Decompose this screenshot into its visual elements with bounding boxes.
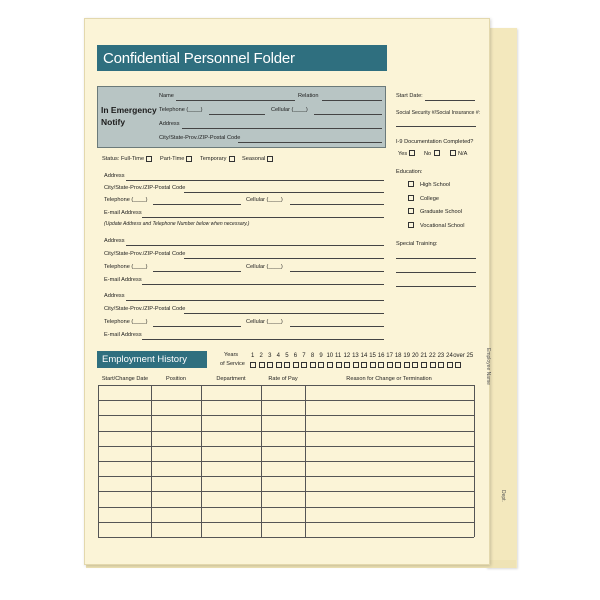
special-training-field[interactable] bbox=[396, 258, 476, 259]
table-cell[interactable] bbox=[261, 431, 305, 446]
i9-label: I-9 Documentation Completed? bbox=[396, 139, 474, 145]
table-cell[interactable] bbox=[98, 522, 151, 537]
cellular-field[interactable] bbox=[290, 271, 384, 272]
table-cell[interactable] bbox=[201, 431, 261, 446]
cellular-field[interactable] bbox=[290, 204, 384, 205]
city-label: City/State-Prov./ZIP-Postal Code bbox=[104, 251, 186, 257]
start-date-label: Start Date: bbox=[396, 93, 423, 99]
email-label: E-mail Address bbox=[104, 210, 142, 216]
year-checkbox[interactable] bbox=[310, 362, 316, 368]
education-graduate-school-checkbox[interactable] bbox=[408, 208, 414, 214]
years-of-service-label-2: of Service bbox=[220, 361, 245, 367]
address-field[interactable] bbox=[126, 300, 384, 301]
table-cell[interactable] bbox=[305, 415, 474, 430]
table-cell[interactable] bbox=[261, 415, 305, 430]
address-label: Address bbox=[104, 238, 125, 244]
table-cell[interactable] bbox=[151, 522, 201, 537]
status-full-time-checkbox[interactable] bbox=[146, 156, 152, 162]
employment-history-heading: Employment History bbox=[102, 354, 187, 365]
table-cell[interactable] bbox=[305, 400, 474, 415]
column-header: Start/Change Date bbox=[101, 376, 149, 382]
year-checkbox[interactable] bbox=[293, 362, 299, 368]
education-option-vocational-school: Vocational School bbox=[420, 223, 465, 229]
cellular-label: Cellular (____) bbox=[246, 264, 283, 270]
telephone-label: Telephone (____) bbox=[104, 197, 148, 203]
table-cell[interactable] bbox=[98, 400, 151, 415]
city-label: City/State-Prov./ZIP-Postal Code bbox=[104, 185, 186, 191]
emergency-relation-label: Relation bbox=[298, 93, 319, 99]
year-checkbox[interactable] bbox=[301, 362, 307, 368]
emergency-city-label: City/State-Prov./ZIP-Postal Code bbox=[159, 135, 241, 141]
table-cell[interactable] bbox=[201, 507, 261, 522]
education-option-high-school: High School bbox=[420, 182, 451, 188]
table-cell[interactable] bbox=[261, 522, 305, 537]
address-update-note: (Update Address and Telephone Number below when necessary.) bbox=[104, 221, 250, 227]
year-number: 8 bbox=[310, 353, 315, 359]
email-label: E-mail Address bbox=[104, 332, 142, 338]
table-cell[interactable] bbox=[261, 461, 305, 476]
table-cell[interactable] bbox=[98, 491, 151, 506]
year-checkbox[interactable] bbox=[336, 362, 342, 368]
table-cell[interactable] bbox=[98, 385, 151, 400]
telephone-field[interactable] bbox=[153, 204, 241, 205]
emergency-heading-1: In Emergency bbox=[101, 105, 157, 115]
ssn-field[interactable] bbox=[396, 126, 476, 127]
year-number: 7 bbox=[302, 353, 306, 359]
table-cell[interactable] bbox=[305, 491, 474, 506]
table-cell[interactable] bbox=[151, 476, 201, 491]
telephone-field[interactable] bbox=[153, 326, 241, 327]
year-number: 12 bbox=[343, 353, 351, 359]
table-cell[interactable] bbox=[305, 507, 474, 522]
email-label: E-mail Address bbox=[104, 277, 142, 283]
year-checkbox[interactable] bbox=[318, 362, 324, 368]
city-label: City/State-Prov./ZIP-Postal Code bbox=[104, 306, 186, 312]
table-cell[interactable] bbox=[151, 461, 201, 476]
year-checkbox[interactable] bbox=[455, 362, 461, 368]
table-cell[interactable] bbox=[151, 446, 201, 461]
year-number: 20 bbox=[411, 353, 419, 359]
city-field[interactable] bbox=[184, 192, 384, 193]
year-checkbox[interactable] bbox=[370, 362, 376, 368]
table-cell[interactable] bbox=[98, 415, 151, 430]
year-number: 15 bbox=[369, 353, 376, 359]
column-header: Position bbox=[166, 376, 186, 382]
year-number: 2 bbox=[259, 353, 263, 359]
telephone-label: Telephone (____) bbox=[104, 264, 148, 270]
column-header: Reason for Change or Termination bbox=[346, 376, 432, 382]
year-number: 21 bbox=[420, 353, 428, 359]
year-checkbox[interactable] bbox=[344, 362, 350, 368]
cellular-label: Cellular (____) bbox=[246, 197, 283, 203]
table-cell[interactable] bbox=[98, 507, 151, 522]
telephone-label: Telephone (____) bbox=[104, 319, 148, 325]
city-field[interactable] bbox=[184, 258, 384, 259]
address-field[interactable] bbox=[126, 245, 384, 246]
year-number: 6 bbox=[293, 353, 298, 359]
year-number: 18 bbox=[394, 353, 402, 359]
table-cell[interactable] bbox=[261, 385, 305, 400]
table-cell[interactable] bbox=[261, 400, 305, 415]
year-checkbox[interactable] bbox=[412, 362, 418, 368]
table-cell[interactable] bbox=[201, 446, 261, 461]
employment-history-bar bbox=[97, 351, 207, 368]
table-cell[interactable] bbox=[98, 431, 151, 446]
table-cell[interactable] bbox=[201, 385, 261, 400]
year-number: 22 bbox=[429, 353, 436, 359]
tab-label-employee-name: Employee Name bbox=[485, 348, 491, 385]
year-number: 19 bbox=[403, 353, 411, 359]
status-seasonal-checkbox[interactable] bbox=[267, 156, 273, 162]
i9-yes-checkbox[interactable] bbox=[409, 150, 415, 156]
year-checkbox[interactable] bbox=[267, 362, 273, 368]
table-cell[interactable] bbox=[305, 446, 474, 461]
column-header: Department bbox=[216, 376, 246, 382]
education-option-college: College bbox=[420, 196, 439, 202]
status-temporary-checkbox[interactable] bbox=[229, 156, 235, 162]
year-checkbox[interactable] bbox=[404, 362, 410, 368]
tab-label-dept: Dept. bbox=[500, 490, 506, 502]
address-label: Address bbox=[104, 173, 125, 179]
year-number: 1 bbox=[251, 353, 255, 359]
table-cell[interactable] bbox=[305, 476, 474, 491]
year-number: 23 bbox=[437, 353, 445, 359]
emergency-panel bbox=[97, 86, 386, 148]
table-cell[interactable] bbox=[98, 446, 151, 461]
year-number: 16 bbox=[377, 353, 385, 359]
city-field[interactable] bbox=[184, 313, 384, 314]
table-row-line bbox=[98, 537, 474, 538]
table-cell[interactable] bbox=[305, 461, 474, 476]
year-number: 13 bbox=[352, 353, 359, 359]
year-number: 4 bbox=[276, 353, 280, 359]
emergency-telephone-label: Telephone (____) bbox=[159, 107, 203, 113]
table-cell[interactable] bbox=[261, 507, 305, 522]
emergency-relation-field[interactable] bbox=[322, 100, 382, 101]
i9-option-no: No bbox=[424, 151, 432, 157]
title-bar bbox=[97, 45, 387, 71]
table-cell[interactable] bbox=[305, 385, 474, 400]
year-checkbox[interactable] bbox=[361, 362, 367, 368]
table-cell[interactable] bbox=[261, 446, 305, 461]
i9-no-checkbox[interactable] bbox=[434, 150, 440, 156]
table-cell[interactable] bbox=[151, 491, 201, 506]
table-cell[interactable] bbox=[201, 476, 261, 491]
education-label: Education: bbox=[396, 169, 423, 175]
table-cell[interactable] bbox=[151, 400, 201, 415]
year-checkbox[interactable] bbox=[421, 362, 427, 368]
year-number: 11 bbox=[335, 353, 342, 359]
table-cell[interactable] bbox=[151, 385, 201, 400]
page-title: Confidential Personnel Folder bbox=[103, 50, 295, 67]
years-of-service-label-1: Years bbox=[224, 352, 239, 358]
emergency-address-label: Address bbox=[159, 121, 180, 127]
emergency-heading-2: Notify bbox=[101, 117, 126, 127]
status-option-part-time: Part-Time bbox=[160, 156, 185, 162]
emergency-address-field[interactable] bbox=[182, 128, 382, 129]
status-label: Status: Full-Time bbox=[102, 156, 145, 162]
year-number: 24 bbox=[446, 353, 453, 359]
table-column-line bbox=[474, 385, 475, 537]
emergency-cellular-label: Cellular (____) bbox=[271, 107, 308, 113]
column-header: Rate of Pay bbox=[268, 376, 298, 382]
year-checkbox[interactable] bbox=[276, 362, 282, 368]
education-college-checkbox[interactable] bbox=[408, 195, 414, 201]
table-cell[interactable] bbox=[305, 431, 474, 446]
table-cell[interactable] bbox=[305, 522, 474, 537]
i9-option-yes: Yes bbox=[398, 151, 408, 157]
education-vocational-school-checkbox[interactable] bbox=[408, 222, 414, 228]
emergency-cellular-field[interactable] bbox=[314, 114, 382, 115]
year-checkbox[interactable] bbox=[387, 362, 393, 368]
year-number: 9 bbox=[319, 353, 323, 359]
start-date-field[interactable] bbox=[425, 100, 475, 101]
year-number: over 25 bbox=[453, 353, 474, 359]
email-field[interactable] bbox=[142, 284, 384, 285]
status-option-temporary: Temporary bbox=[200, 156, 227, 162]
emergency-name-label: Name bbox=[159, 93, 174, 99]
special-training-label: Special Training: bbox=[396, 241, 438, 247]
year-checkbox[interactable] bbox=[284, 362, 290, 368]
education-high-school-checkbox[interactable] bbox=[408, 181, 414, 187]
table-cell[interactable] bbox=[98, 461, 151, 476]
emergency-city-field[interactable] bbox=[238, 142, 382, 143]
cellular-field[interactable] bbox=[290, 326, 384, 327]
i9-na-checkbox[interactable] bbox=[450, 150, 456, 156]
table-cell[interactable] bbox=[261, 476, 305, 491]
table-cell[interactable] bbox=[98, 476, 151, 491]
table-cell[interactable] bbox=[201, 415, 261, 430]
year-checkbox[interactable] bbox=[447, 362, 453, 368]
table-cell[interactable] bbox=[201, 522, 261, 537]
table-cell[interactable] bbox=[201, 461, 261, 476]
status-part-time-checkbox[interactable] bbox=[186, 156, 192, 162]
table-cell[interactable] bbox=[201, 400, 261, 415]
special-training-field[interactable] bbox=[396, 272, 476, 273]
year-checkbox[interactable] bbox=[438, 362, 444, 368]
year-checkbox[interactable] bbox=[378, 362, 384, 368]
year-number: 10 bbox=[326, 353, 334, 359]
email-field[interactable] bbox=[142, 339, 384, 340]
address-label: Address bbox=[104, 293, 125, 299]
table-cell[interactable] bbox=[151, 431, 201, 446]
table-cell[interactable] bbox=[151, 507, 201, 522]
year-checkbox[interactable] bbox=[327, 362, 333, 368]
year-number: 5 bbox=[285, 353, 289, 359]
year-number: 3 bbox=[268, 353, 272, 359]
special-training-field[interactable] bbox=[396, 286, 476, 287]
year-checkbox[interactable] bbox=[353, 362, 359, 368]
education-option-graduate-school: Graduate School bbox=[420, 209, 462, 215]
year-checkbox[interactable] bbox=[259, 362, 265, 368]
email-field[interactable] bbox=[142, 217, 384, 218]
status-option-seasonal: Seasonal bbox=[242, 156, 266, 162]
year-number: 14 bbox=[360, 353, 368, 359]
table-cell[interactable] bbox=[261, 491, 305, 506]
emergency-name-field[interactable] bbox=[176, 100, 295, 101]
table-cell[interactable] bbox=[151, 415, 201, 430]
i9-option-na: N/A bbox=[458, 151, 468, 157]
year-checkbox[interactable] bbox=[430, 362, 436, 368]
back-folder bbox=[486, 28, 517, 568]
year-number: 17 bbox=[386, 353, 393, 359]
year-checkbox[interactable] bbox=[250, 362, 256, 368]
ssn-label: Social Security #/Social Insurance #: bbox=[396, 110, 481, 116]
cellular-label: Cellular (____) bbox=[246, 319, 283, 325]
address-field[interactable] bbox=[126, 180, 384, 181]
year-checkbox[interactable] bbox=[395, 362, 401, 368]
telephone-field[interactable] bbox=[153, 271, 241, 272]
table-cell[interactable] bbox=[201, 491, 261, 506]
emergency-telephone-field[interactable] bbox=[209, 114, 265, 115]
